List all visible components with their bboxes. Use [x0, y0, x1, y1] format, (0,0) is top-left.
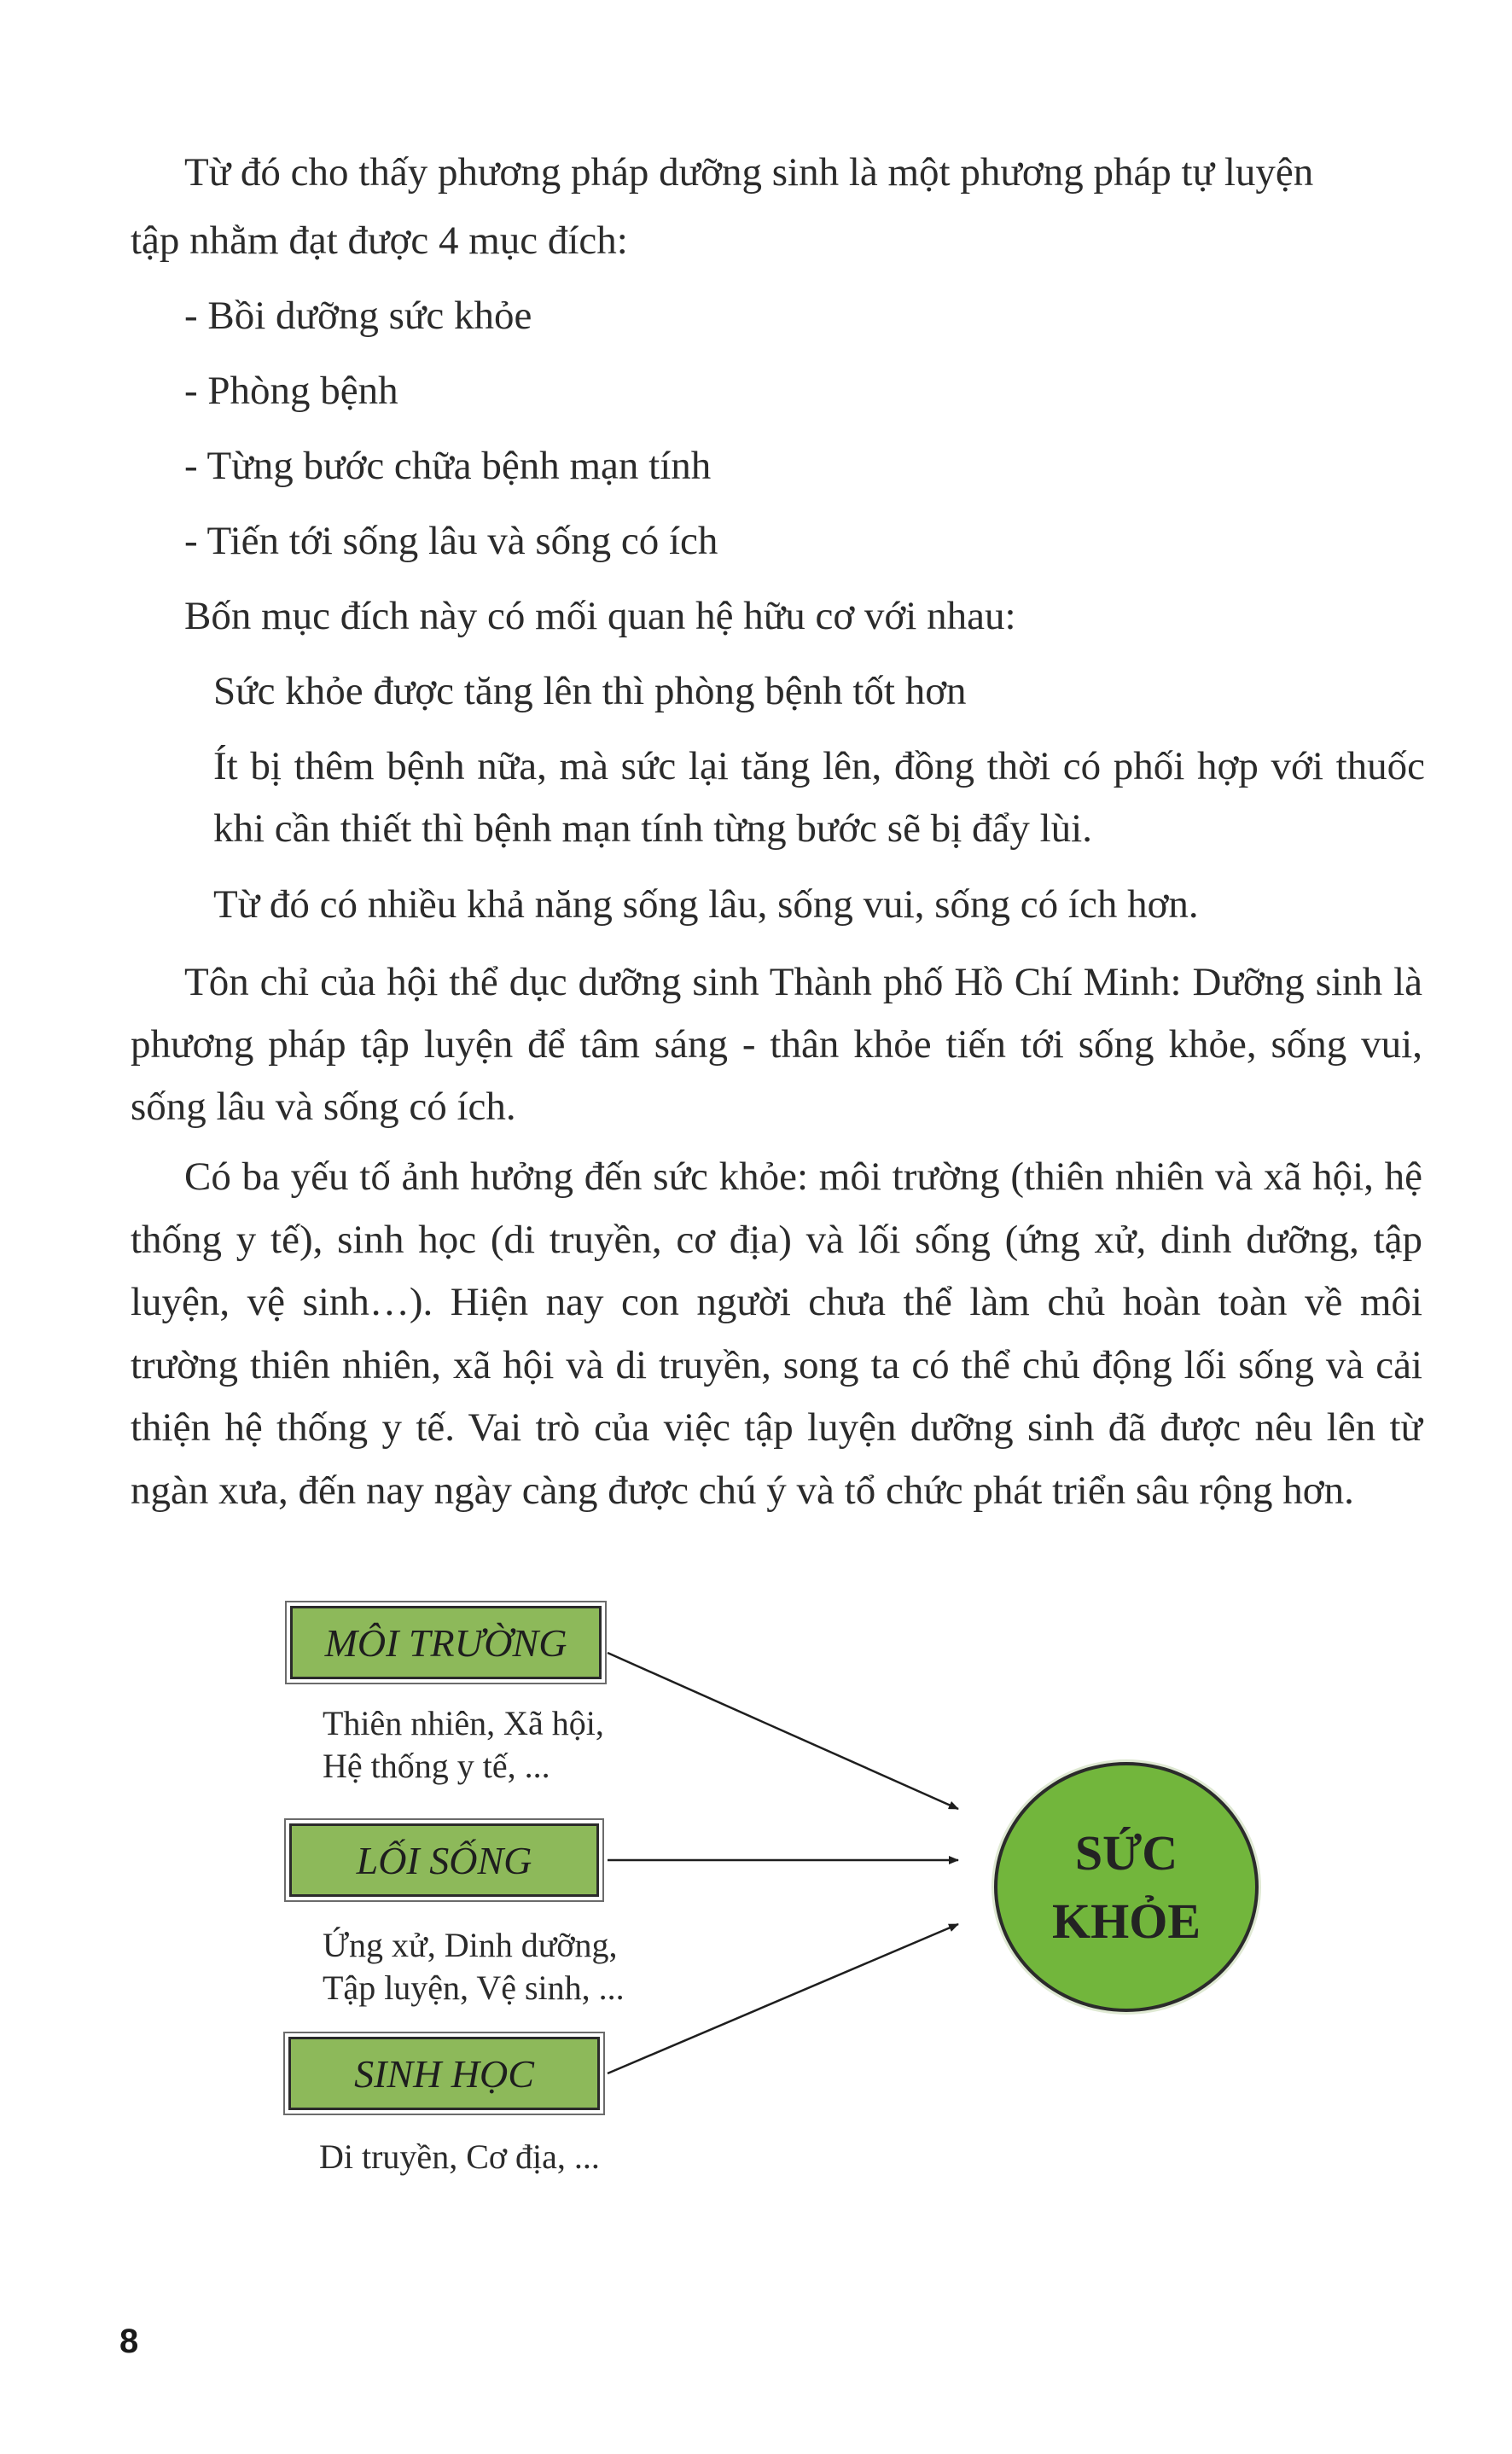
purpose-item: - Từng bước chữa bệnh mạn tính [184, 444, 712, 488]
biology-detail: Di truyền, Cơ địa, ... [319, 2137, 600, 2176]
motto-paragraph: Tôn chỉ của hội thể dục dưỡng sinh Thành phố Hồ Chí Minh: Dưỡng sinh là phương pháp tập luyện để tâm sáng - thân khỏe tiến tới sống khỏe, sống vui, sống lâu và sống có ích. [131, 960, 1422, 1129]
health-label: SỨC [1074, 1824, 1178, 1881]
lifestyle-box: LỐI SỐNG [289, 1823, 599, 1897]
intro-line-2: tập nhằm đạt được 4 mục đích: [131, 218, 628, 263]
environment-detail: Thiên nhiên, Xã hội, [323, 1704, 604, 1742]
health-label: KHỎE [1051, 1893, 1201, 1949]
relation-3: Từ đó có nhiều khả năng sống lâu, sống vui, sống có ích hơn. [213, 882, 1199, 927]
factors-paragraph: Có ba yếu tố ảnh hưởng đến sức khỏe: môi trường (thiên nhiên và xã hội, hệ thống y tế), sinh học (di truyền, cơ địa) và lối sống (ứng xử, dinh dưỡng, tập luyện, vệ sinh…). Hiện nay con người chưa thể làm chủ hoàn toàn về môi trường thiên nhiên, xã hội và di truyền, song ta có thể chủ động lối sống và cải thiện hệ thống y tế. Vai trò của việc tập luyện dưỡng sinh đã được nêu lên từ ngàn xưa, đến nay ngày càng được chú ý và tổ chức phát triển sâu rộng hơn. [131, 1154, 1422, 1513]
purpose-item: - Tiến tới sống lâu và sống có ích [184, 519, 718, 563]
biology-box: SINH HỌC [288, 2037, 600, 2110]
page-number: 8 [119, 2323, 139, 2360]
environment-arrow [608, 1653, 958, 1809]
relation-1: Sức khỏe được tăng lên thì phòng bệnh tốt hơn [213, 669, 967, 713]
intro-line-1: Từ đó cho thấy phương pháp dưỡng sinh là một phương pháp tự luyện [184, 150, 1314, 195]
health-circle [994, 1762, 1259, 2012]
relation-2: Ít bị thêm bệnh nữa, mà sức lại tăng lên, đồng thời có phối hợp với thuốc khi cần thiết thì bệnh mạn tính từng bước sẽ bị đẩy lùi. [213, 744, 1425, 851]
purpose-item: - Phòng bệnh [184, 369, 398, 413]
environment-box: MÔI TRƯỜNG [290, 1606, 602, 1679]
environment-detail: Hệ thống y tế, ... [323, 1747, 550, 1785]
lifestyle-detail: Ứng xử, Dinh dưỡng, [323, 1926, 618, 1964]
relation-intro: Bốn mục đích này có mối quan hệ hữu cơ với nhau: [184, 594, 1016, 638]
biology-arrow [608, 1924, 958, 2073]
lifestyle-detail: Tập luyện, Vệ sinh, ... [323, 1968, 625, 2007]
purpose-item: - Bồi dưỡng sức khỏe [184, 294, 532, 338]
